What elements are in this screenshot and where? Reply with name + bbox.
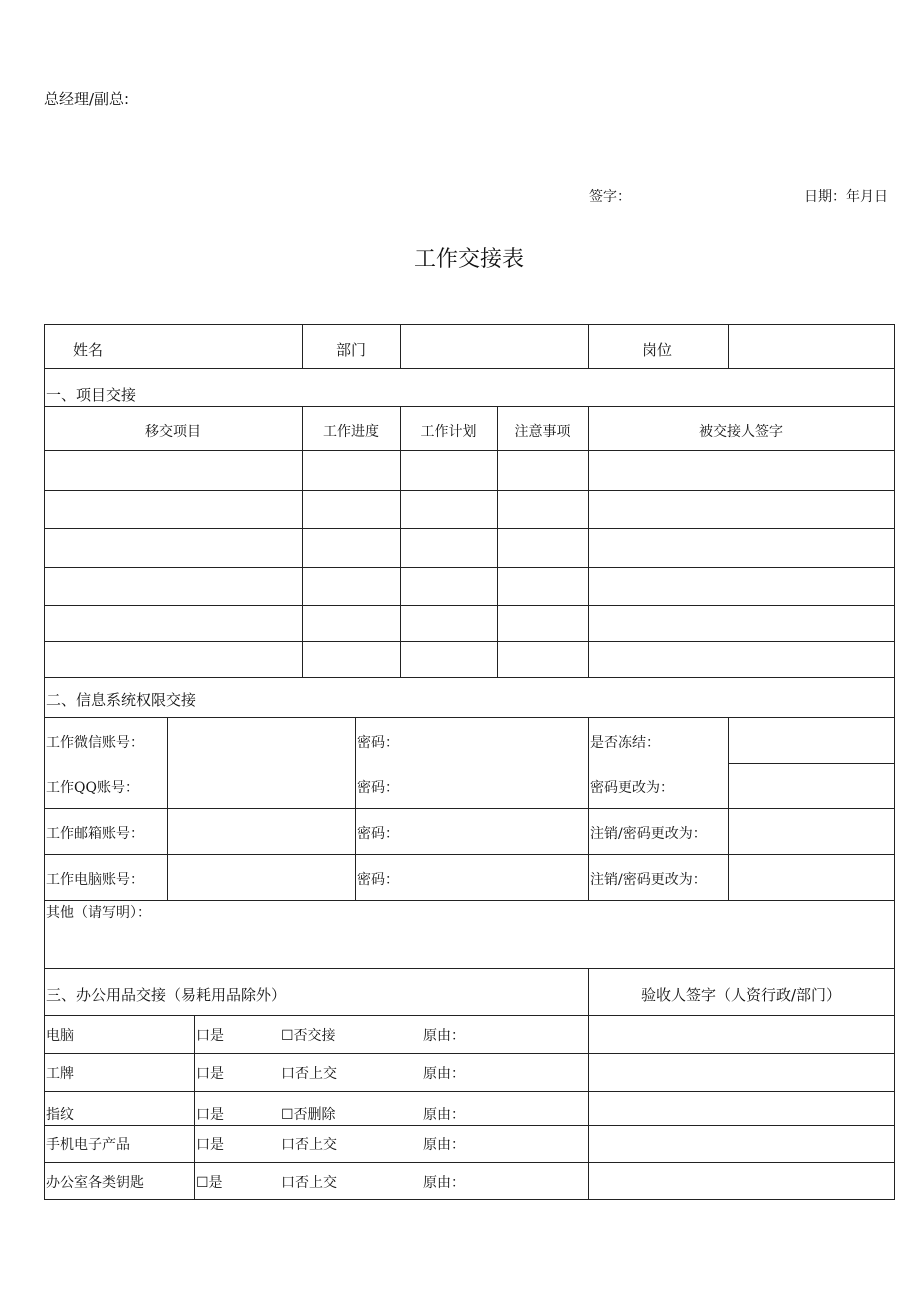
qq-password-label: 密码： xyxy=(357,780,399,796)
item-reason-label: 原由： xyxy=(423,1137,465,1153)
dept-value-field[interactable] xyxy=(401,325,587,367)
pc-account-label: 工作电脑账号： xyxy=(46,872,144,888)
item-yes-checkbox[interactable]: 口是 xyxy=(196,1137,224,1153)
item-name: 办公室各类钥匙 xyxy=(46,1175,144,1191)
pc-password-label: 密码： xyxy=(357,872,399,888)
item-yes-checkbox[interactable]: 口是 xyxy=(196,1028,224,1044)
item-no-checkbox[interactable]: ☐否删除 xyxy=(281,1107,336,1123)
item-name: 工牌 xyxy=(46,1066,74,1082)
item-yes-checkbox[interactable]: 口是 xyxy=(196,1066,224,1082)
col-receiver-sign: 被交接人签字 xyxy=(699,424,783,440)
other-label: 其他（请写明）： xyxy=(46,905,151,921)
col-progress: 工作进度 xyxy=(323,424,379,440)
receiver-sign-label: 验收人签字（人资行政/部门） xyxy=(640,986,842,1004)
email-password-label: 密码： xyxy=(357,826,399,842)
item-reason-label: 原由： xyxy=(423,1175,465,1191)
item-reason-label: 原由： xyxy=(423,1107,465,1123)
item-name: 手机电子产品 xyxy=(46,1137,130,1153)
item-no-checkbox[interactable]: 口否上交 xyxy=(281,1137,337,1153)
item-yes-checkbox[interactable]: 口是 xyxy=(196,1107,224,1123)
col-plan: 工作计划 xyxy=(420,424,477,440)
email-cancel-label: 注销/密码更改为： xyxy=(590,826,707,842)
pc-cancel-label: 注销/密码更改为： xyxy=(590,872,707,888)
dept-label: 部门 xyxy=(336,341,367,359)
email-account-label: 工作邮箱账号： xyxy=(46,826,144,842)
item-name: 电脑 xyxy=(46,1028,74,1044)
item-name: 指纹 xyxy=(46,1107,74,1123)
item-no-checkbox[interactable]: 口否上交 xyxy=(281,1066,337,1082)
wechat-password-label: 密码： xyxy=(357,735,399,751)
wechat-account-label: 工作微信账号： xyxy=(46,735,144,751)
item-yes-checkbox[interactable]: ☐是 xyxy=(196,1175,223,1191)
sign-label: 签字： xyxy=(589,189,631,205)
section2-heading: 二、信息系统权限交接 xyxy=(46,691,197,709)
section3-heading: 三、办公用品交接（易耗用品除外） xyxy=(46,986,287,1004)
item-no-checkbox[interactable]: ☐否交接 xyxy=(281,1028,336,1044)
item-reason-label: 原由： xyxy=(423,1028,465,1044)
col-notes: 注意事项 xyxy=(514,424,571,440)
item-no-checkbox[interactable]: 口否上交 xyxy=(281,1175,337,1191)
col-transfer-item: 移交项目 xyxy=(145,424,201,440)
post-label: 岗位 xyxy=(642,341,673,359)
section1-heading: 一、项目交接 xyxy=(46,386,137,404)
name-label: 姓名 xyxy=(73,341,104,359)
item-reason-label: 原由： xyxy=(423,1066,465,1082)
page-title: 工作交接表 xyxy=(413,247,524,272)
post-value-field[interactable] xyxy=(729,325,893,367)
qq-account-label: 工作QQ账号： xyxy=(46,780,139,796)
manager-label: 总经理/副总: xyxy=(44,90,130,108)
qq-password-change-label: 密码更改为： xyxy=(590,780,674,796)
wechat-freeze-label: 是否冻结： xyxy=(590,735,660,751)
date-label: 日期：年月日 xyxy=(804,189,888,205)
